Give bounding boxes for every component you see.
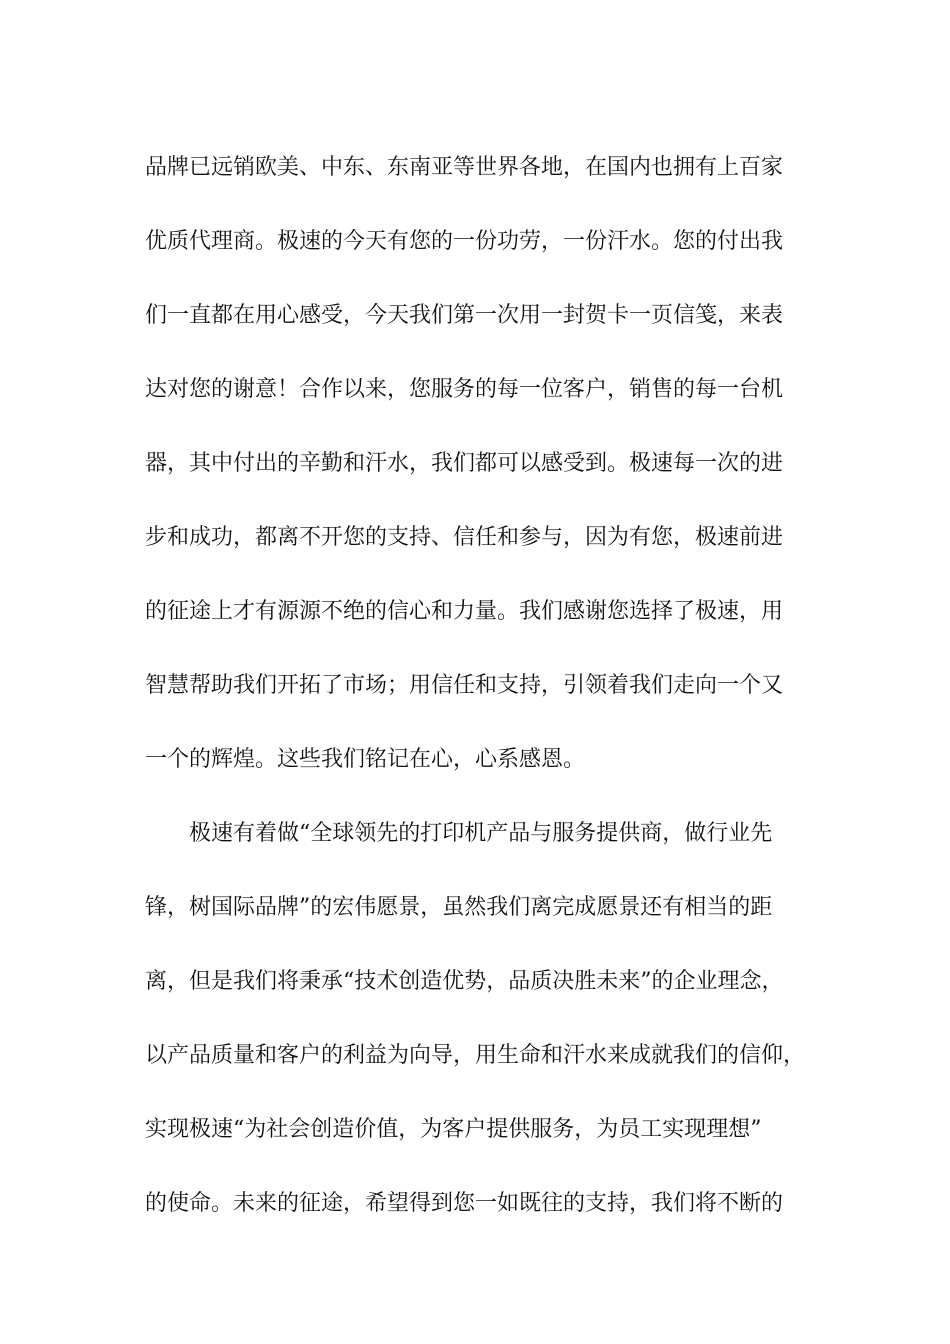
text-line: 一个的辉煌。这些我们铭记在心，心系感恩。 [145,747,586,772]
text-line: 达对您的谢意！合作以来，您服务的每一位客户，销售的每一台机 [145,377,784,402]
text-line: 离，但是我们将秉承“技术创造优势，品质决胜未来”的企业理念， [145,969,784,994]
text-line: 器，其中付出的辛勤和汗水，我们都可以感受到。极速每一次的进 [145,451,784,476]
text-line: 锋，树国际品牌”的宏伟愿景，虽然我们离完成愿景还有相当的距 [145,895,773,920]
paragraph [145,131,825,797]
text-line: 步和成功，都离不开您的支持、信任和参与，因为有您，极速前进 [145,525,784,550]
text-line: 的使命。未来的征途，希望得到您一如既往的支持，我们将不断的 [145,1191,784,1216]
text-line-indented: 极速有着做“全球领先的打印机产品与服务提供商，做行业先 [189,821,773,846]
text-line: 优质代理商。极速的今天有您的一份功劳，一份汗水。您的付出我 [145,229,784,254]
text-line: 品牌已远销欧美、中东、东南亚等世界各地，在国内也拥有上百家 [145,155,784,180]
text-line: 的征途上才有源源不绝的信心和力量。我们感谢您选择了极速，用 [145,599,784,624]
text-line: 们一直都在用心感受，今天我们第一次用一封贺卡一页信笺，来表 [145,303,784,328]
body-text [145,131,825,1241]
text-line: 实现极速“为社会创造价值，为客户提供服务，为员工实现理想” [145,1117,762,1142]
text-line: 智慧帮助我们开拓了市场；用信任和支持，引领着我们走向一个又 [145,673,784,698]
text-line: 以产品质量和客户的利益为向导，用生命和汗水来成就我们的信仰， [145,1043,806,1068]
paragraph [145,797,825,1241]
